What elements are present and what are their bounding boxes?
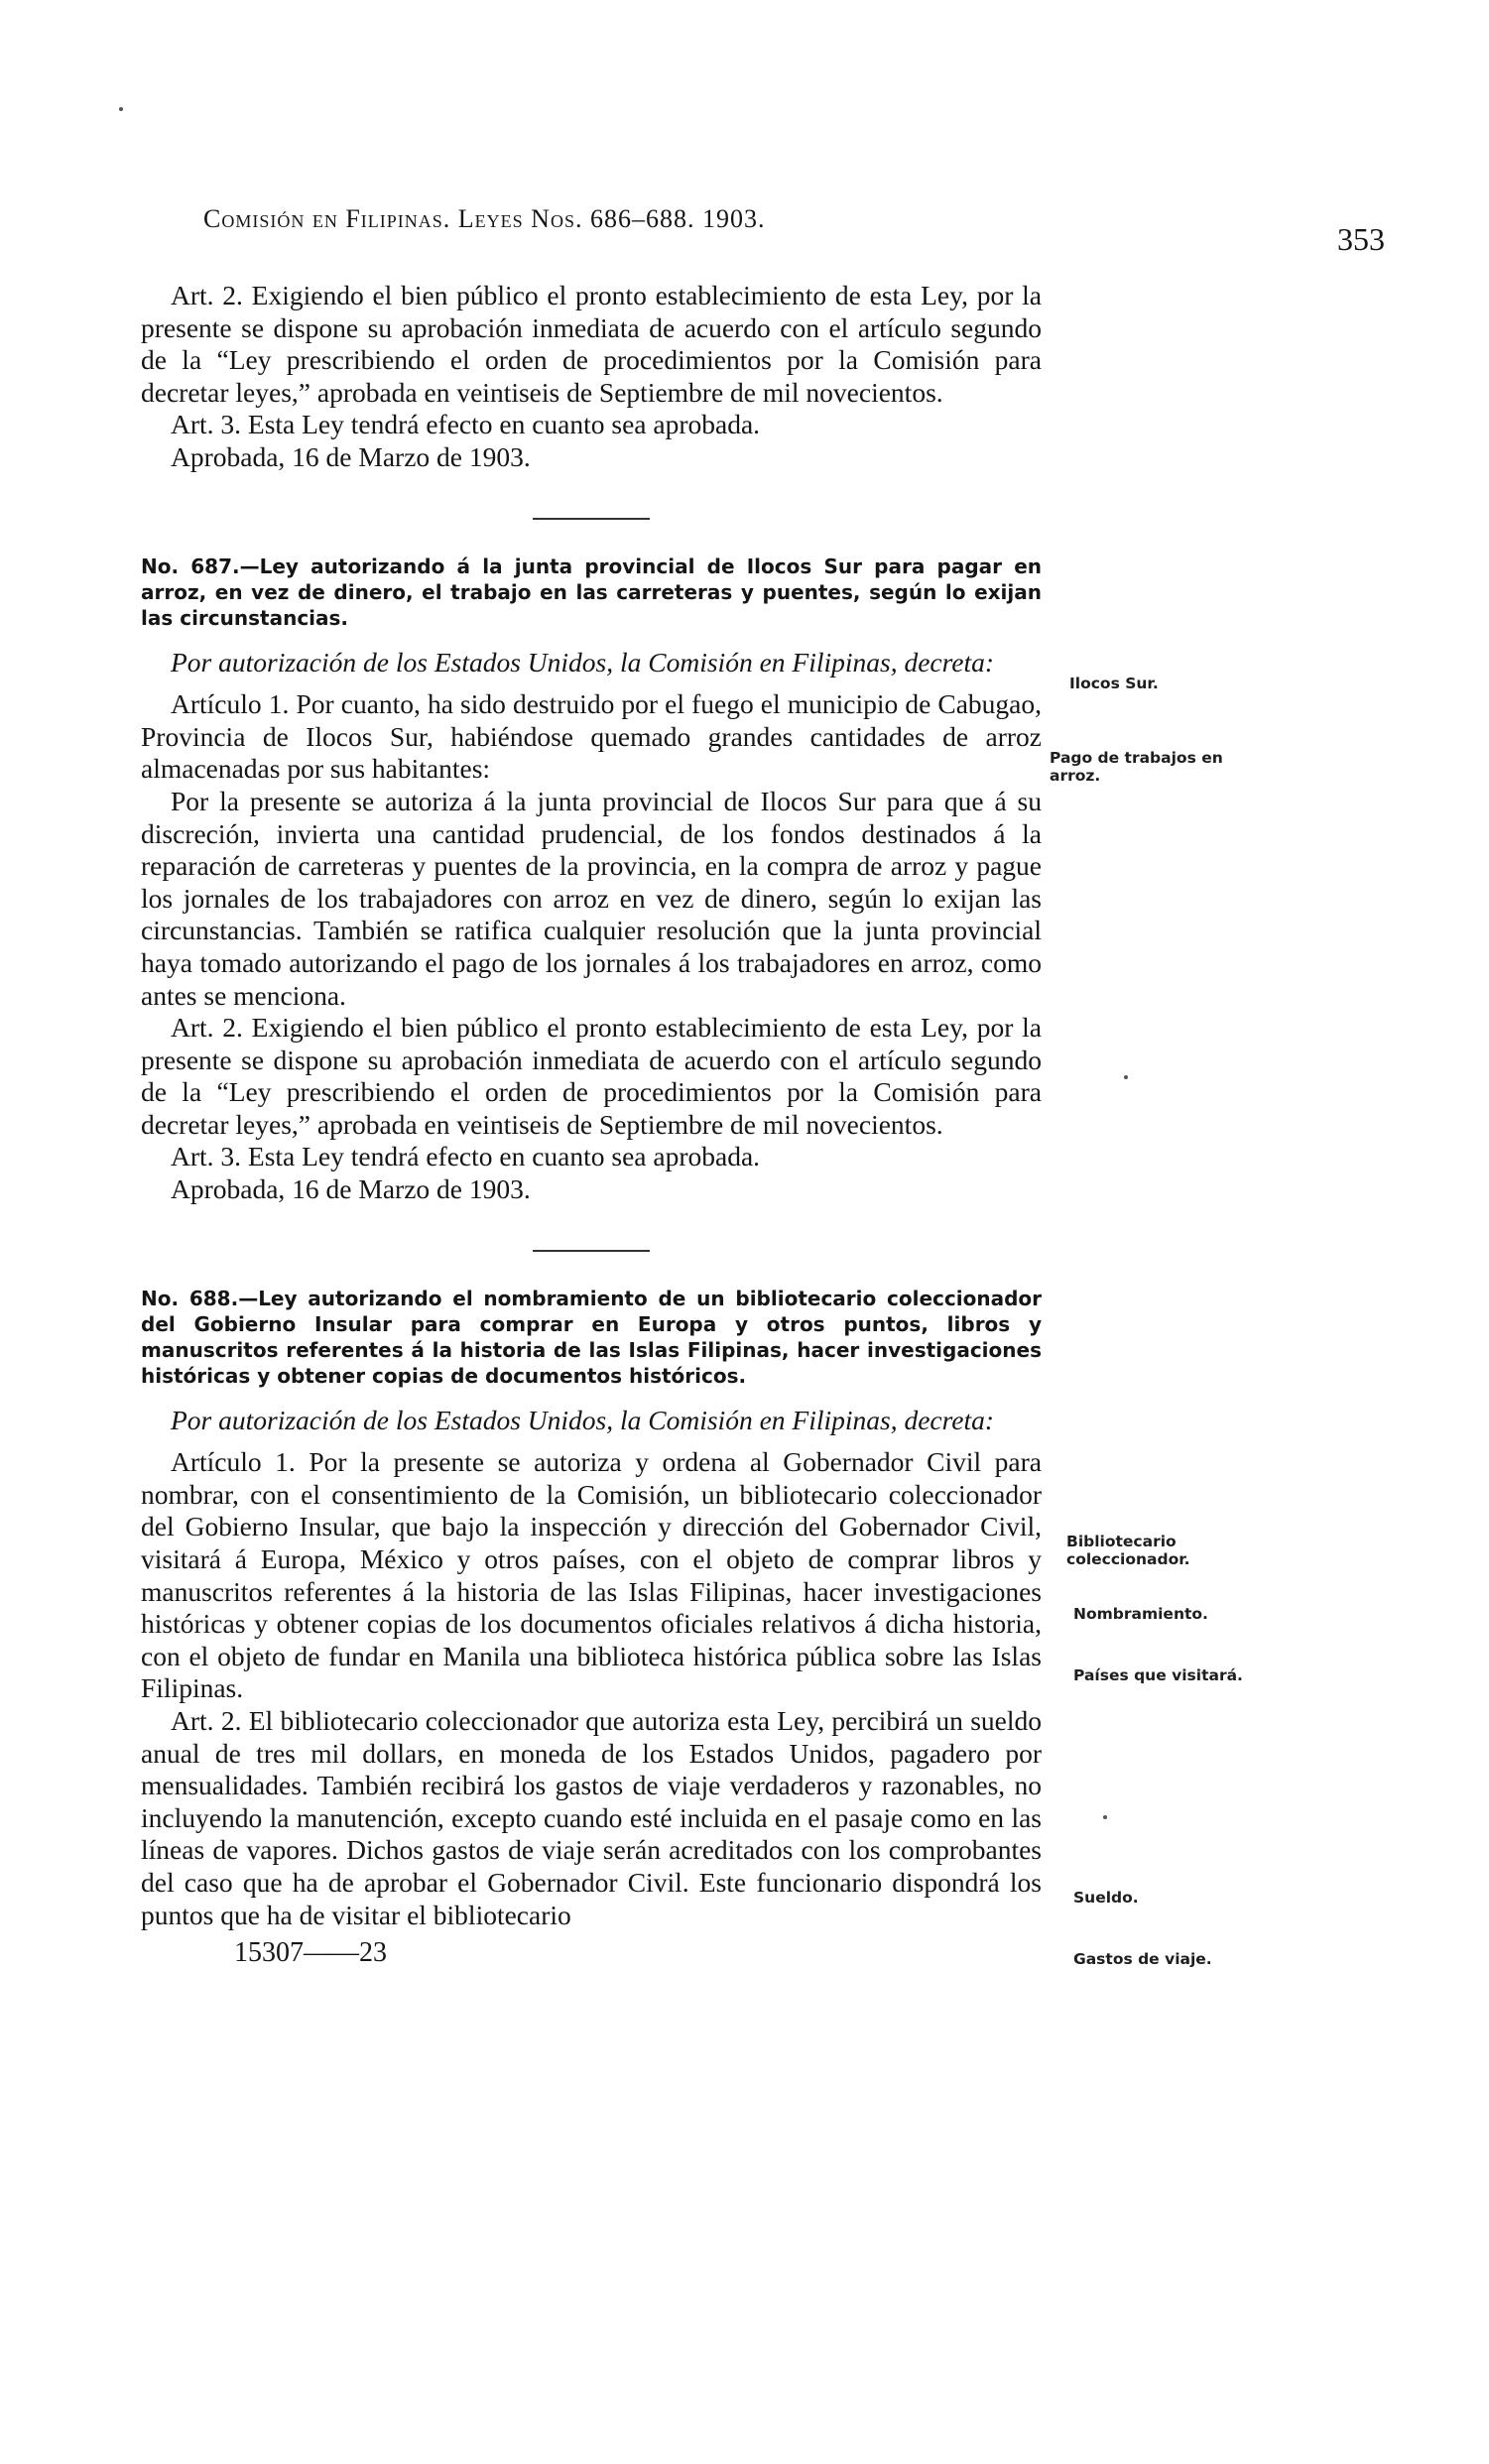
law-688-title: No. 688.—Ley autorizando el nombramiento de un bibliotecario coleccionador del Gobierno Insular para comprar en Europa y otros puntos, libros y manuscritos referentes á la historia de las Islas Filipinas, hacer investigaciones históricas y obtener copias de documentos históricos. [141, 1286, 1042, 1388]
law-686-article-3: Art. 3. Esta Ley tendrá efecto en cuanto sea aprobada. [171, 409, 761, 440]
print-speck [1124, 1075, 1128, 1079]
law-687-approval: Aprobada, 16 de Marzo de 1903. [171, 1173, 531, 1205]
law-688-article-2: Art. 2. El bibliotecario coleccionador que autoriza esta Ley, percibirá un sueldo anual de tres mil dollars, en moneda de los Estados Unidos, pagadero por mensualidades. También recibirá los gastos de viaje verdaderos y razonables, no incluyendo la manutención, excepto cuando esté incluida en el pasaje como en las líneas de vapores. Dichos gastos de viaje serán acreditados con los comprobantes del caso que ha de aprobar el Gobernador Civil. Este funcionario dispondrá los puntos que ha de visitar el bibliotecario [141, 1705, 1042, 1930]
body-text [141, 280, 1042, 1931]
margin-note-sueldo: Sueldo. [1073, 1889, 1139, 1907]
print-speck [1103, 1815, 1107, 1819]
printer-signature: 15307——23 [234, 1937, 387, 1968]
law-686-approval: Aprobada, 16 de Marzo de 1903. [171, 440, 531, 472]
law-686-article-2: Art. 2. Exigiendo el bien público el pronto establecimiento de esta Ley, por la presente se dispone su aprobación inmediata de acuerdo con el artículo segundo de la “Ley prescribiendo el orden de procedimientos por la Comisión para decretar leyes,” aprobada en veintiseis de Septiembre de mil novecientos. [141, 280, 1042, 408]
law-687-title: No. 687.—Ley autorizando á la junta provincial de Ilocos Sur para pagar en arroz, en vez de dinero, el trabajo en las carreteras y puentes, según lo exijan las circunstancias. [141, 554, 1042, 630]
law-687-article-2: Art. 2. Exigiendo el bien público el pronto establecimiento de esta Ley, por la presente se dispone su aprobación inmediata de acuerdo con el artículo segundo de la “Ley prescribiendo el orden de procedimientos por la Comisión para decretar leyes,” aprobada en veintiseis de Septiembre de mil novecientos. [141, 1012, 1042, 1140]
margin-note-bibliotecario: Bibliotecario coleccionador. [1066, 1533, 1190, 1568]
law-687-article-1b: Por la presente se autoriza á la junta provincial de Ilocos Sur para que á su discreción, invierta una cantidad prudencial, de los fondos destinados á la reparación de carreteras y puentes de la provincia, en la compra de arroz y pague los jornales de los trabajadores con arroz en vez de dinero, según lo exijan las circunstancias. También se ratifica cualquier resolución que la junta provincial haya tomado autorizando el pago de los jornales á los trabajadores en arroz, como antes se menciona. [141, 785, 1042, 1011]
margin-note-pago-trabajos: Pago de trabajos en arroz. [1050, 749, 1223, 785]
running-head: Comisión en Filipinas. Leyes Nos. 686–688. 1903. [203, 204, 766, 233]
law-688-enacting-clause: Por autorización de los Estados Unidos, la Comisión en Filipinas, decreta: [171, 1404, 995, 1435]
law-687-enacting-clause: Por autorización de los Estados Unidos, la Comisión en Filipinas, decreta: [171, 646, 995, 678]
margin-note-ilocos-sur: Ilocos Sur. [1069, 675, 1159, 692]
margin-note-nombramiento: Nombramiento. [1073, 1605, 1208, 1623]
margin-note-paises: Países que visitará. [1073, 1666, 1243, 1684]
page-number: 353 [1337, 221, 1385, 257]
print-speck [119, 107, 123, 111]
margin-note-gastos-viaje: Gastos de viaje. [1073, 1950, 1212, 1968]
law-687-article-1a: Artículo 1. Por cuanto, ha sido destruido por el fuego el municipio de Cabugao, Provincia de Ilocos Sur, habiéndose quemado grandes cantidades de arroz almacenadas por sus habitantes: [141, 688, 1042, 785]
law-687-article-3: Art. 3. Esta Ley tendrá efecto en cuanto sea aprobada. [171, 1141, 761, 1172]
law-688-article-1: Artículo 1. Por la presente se autoriza y ordena al Gobernador Civil para nombrar, con el consentimiento de la Comisión, un bibliotecario coleccionador del Gobierno Insular, que bajo la inspección y dirección del Gobernador Civil, visitará á Europa, México y otros países, con el objeto de comprar libros y manuscritos referentes á la historia de las Islas Filipinas, hacer investigaciones históricas y obtener copias de los documentos oficiales relativos á dicha historia, con el objeto de fundar en Manila una biblioteca histórica pública sobre las Islas Filipinas. [141, 1446, 1042, 1704]
